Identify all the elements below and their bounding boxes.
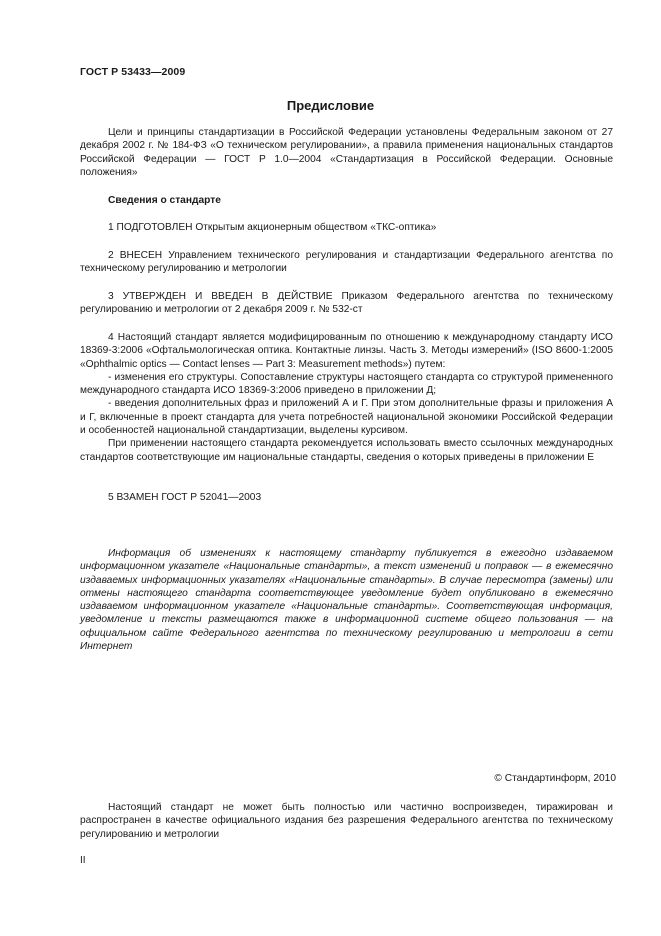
item-3-block: [80, 290, 613, 317]
info-notice-block: [80, 547, 613, 653]
page-title: Предисловие: [286, 98, 375, 113]
copyright: © Стандартинформ, 2010: [494, 773, 616, 784]
item-4-main: 4 Настоящий стандарт является модифицированным по отношению к международному стандарту ИСО 18369-3:2006 «Офтальмологическая оптика. Контактные линзы. Часть 3. Методы измерений» (ISO 8600-1:2005 «Ophthalmic optics — Contact lenses — Part 3: Measurement methods») путем:: [80, 332, 613, 370]
item-1-block: [80, 221, 613, 234]
item-5-block: [80, 491, 613, 504]
item-2: 2 ВНЕСЕН Управлением технического регулирования и стандартизации Федерального агентства по техническому регулированию и метрологии: [80, 250, 613, 275]
item-1: 1 ПОДГОТОВЛЕН Открытым акционерным обществом «ТКС-оптика»: [108, 222, 437, 233]
intro-block: [80, 126, 613, 179]
item-3: 3 УТВЕРЖДЕН И ВВЕДЕН В ДЕЙСТВИЕ Приказом Федерального агентства по техническому регулированию и метрологии от 2 декабря 2009 г. № 532-ст: [80, 291, 613, 316]
item-4-dash-1: - изменения его структуры. Сопоставление структуры настоящего стандарта со структурой примененного международного стандарта ИСО 18369-3:2006 приведено в приложении Д;: [80, 371, 613, 397]
page-number: II: [80, 855, 86, 866]
item-4-block: [80, 331, 613, 464]
section-heading: Сведения о стандарте: [108, 195, 221, 206]
item-4-note: При применении настоящего стандарта рекомендуется использовать вместо ссылочных международных стандартов соответствующие им национальные стандарты, сведения о которых приведены в приложении Е: [80, 438, 613, 463]
item-4-dash-2: - введения дополнительных фраз и приложений А и Г. При этом дополнительные фразы и приложения А и Г, включенные в проект стандарта для учета потребностей национальной экономики Российской Федерации и особенностей национальной стандартизации, выделены курсивом.: [80, 398, 613, 437]
item-5: 5 ВЗАМЕН ГОСТ Р 52041—2003: [108, 492, 262, 503]
item-2-block: [80, 249, 613, 276]
info-notice: Информация об изменениях к настоящему стандарту публикуется в ежегодно издаваемом информационном указателе «Национальные стандарты», а текст изменений и поправок — в ежемесячно издаваемых информационных указателях «Национальные стандарты». В случае пересмотра (замены) или отмены настоящего стандарта соответствующее уведомление будет опубликовано в ежемесячно издаваемом информационном указателе «Национальные стандарты». Соответствующая информация, уведомление и тексты размещаются также в информационной системе общего пользования — на официальном сайте Федерального агентства по техническому регулированию и метрологии в сети Интернет: [80, 548, 613, 653]
section-heading-block: [80, 194, 613, 207]
intro-paragraph: Цели и принципы стандартизации в Российской Федерации установлены Федеральным законом от 27 декабря 2002 г. № 184-ФЗ «О техническом регулировании», а правила применения национальных стандартов Российской Федерации — ГОСТ Р 1.0—2004 «Стандартизация в Российской Федерации. Основные положения»: [80, 127, 613, 178]
standard-id: ГОСТ Р 53433—2009: [80, 66, 186, 78]
reproduction-notice: Настоящий стандарт не может быть полностью или частично воспроизведен, тиражирован и распространен в качестве официального издания без разрешения Федерального агентства по техническому регулированию и метрологии: [80, 802, 613, 840]
reproduction-notice-block: [80, 801, 613, 841]
